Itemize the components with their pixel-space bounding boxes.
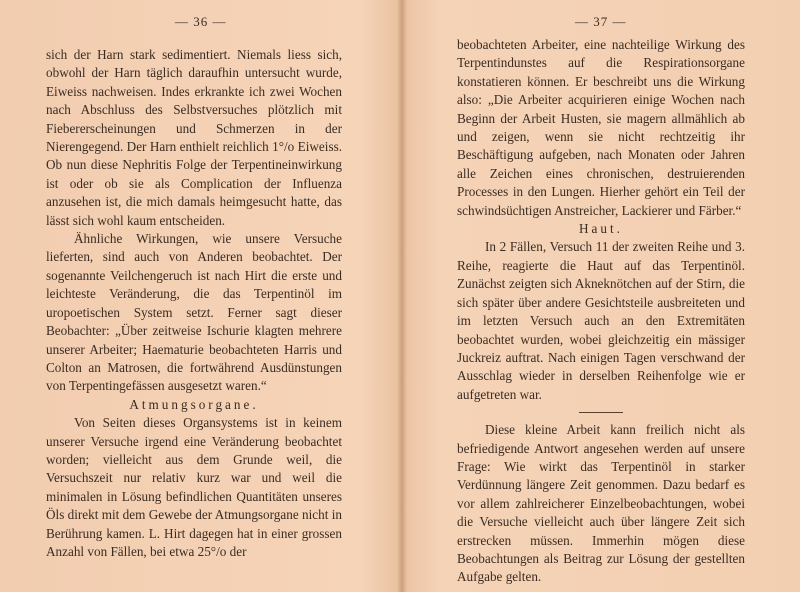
paragraph: Ähnliche Wirkungen, wie unsere Versuche lieferten, sind auch von Anderen beobachtet. Der sogenannte Veilchengeruch ist nach Hirt die erste und leichteste Veränderung, die das Terpentinöl im uropoetischen System setzt. Ferner sagt dieser Beobachter: „Über zeitweise Ischurie klagten mehrere unserer Arbeiter; Haematurie beobachteten Harris und Colton an Matrosen, die fortwährend Ausdünstungen von Terpentingefässen ausgesetzt waren.“ bbox=[46, 231, 342, 394]
text-column bbox=[457, 36, 745, 587]
left-page bbox=[0, 0, 398, 592]
paragraph: Diese kleine Arbeit kann freilich nicht als befriedigende Antwort angesehen werden auf unsere Frage: Wie wirkt das Terpentinöl in starker Verdünnung längere Zeit genommen. Dazu bedarf es vor allem zahlreicherer Einzelbeobachtungen, wobei die Versuche vielleicht auch über längere Zeit sich erstrecken müssen. Immerhin mögen diese Beobachtungen als Beitrag zur Lösung der gestellten Aufgabe gelten. bbox=[457, 422, 745, 585]
paragraph: Von Seiten dieses Organsystems ist in keinem unserer Versuche irgend eine Veränderung beobachtet worden; vielleicht aus dem Grunde weil, die Versuchszeit nur relativ kurz war und weil die minimalen in Lösung befindlichen Quantitäten unseres Öls direkt mit dem Gewebe der Atmungsorgane nicht in Berührung kamen. L. Hirt dagegen hat in einer grossen Anzahl von Fällen, bei etwa 25°/o der bbox=[46, 415, 342, 559]
paragraph: In 2 Fällen, Versuch 11 der zweiten Reihe und 3. Reihe, reagierte die Haut auf das Terpentinöl. Zunächst zeigten sich Akneknötchen auf der Stirn, die sich später über andere Gesichtsteile ausbreiteten und im letzten Versuch auch an den Extremitäten beobachtet wurden, wobei gleichzeitig ein mässiger Juckreiz auftrat. Nach einigen Tagen verschwand der Ausschlag wieder in derselben Reihenfolge wie er aufgetreten war. bbox=[457, 239, 745, 402]
page-number: — 36 — bbox=[175, 14, 227, 29]
section-heading: Atmungsorgane. bbox=[129, 396, 259, 412]
page-number: — 37 — bbox=[575, 14, 627, 29]
paragraph: beobachteten Arbeiter, eine nachteilige Wirkung des Terpentindunstes auf die Respirationsorgane konstatieren können. Er beschreibt uns die Wirkung also: „Die Arbeiter acquirieren einige Wochen nach Beginn der Arbeit Husten, sie magern allmählich ab und zeigen, wenn sie nicht rechtzeitig ihr Beschäftigung aufgeben, nach Monaten oder Jahren alle Zeichen eines chronischen, destruierenden Processes in den Lungen. Hierher gehört ein Teil der schwindsüchtigen Anstreicher, Lackierer und Färber.“ bbox=[457, 37, 745, 218]
paragraph: sich der Harn stark sedimentiert. Niemals liess sich, obwohl der Harn täglich daraufhin untersucht wurde, Eiweiss nachweisen. Indes erkrankte ich zwei Wochen nach Abschluss des Selbstversuches plötzlich mit Fiebererscheinungen und Schmerzen in der Nierengegend. Der Harn enthielt reichlich 1°/o Eiweiss. Ob nun diese Nephritis Folge der Terpentineinwirkung ist oder ob sie als Complication der Influenza anzusehen ist, die mich damals heimgesucht hatte, das lässt sich wohl kaum entscheiden. bbox=[46, 47, 342, 228]
section-heading: Haut. bbox=[579, 221, 623, 237]
right-page bbox=[405, 0, 800, 592]
text-column bbox=[46, 46, 342, 561]
section-divider bbox=[579, 412, 623, 413]
